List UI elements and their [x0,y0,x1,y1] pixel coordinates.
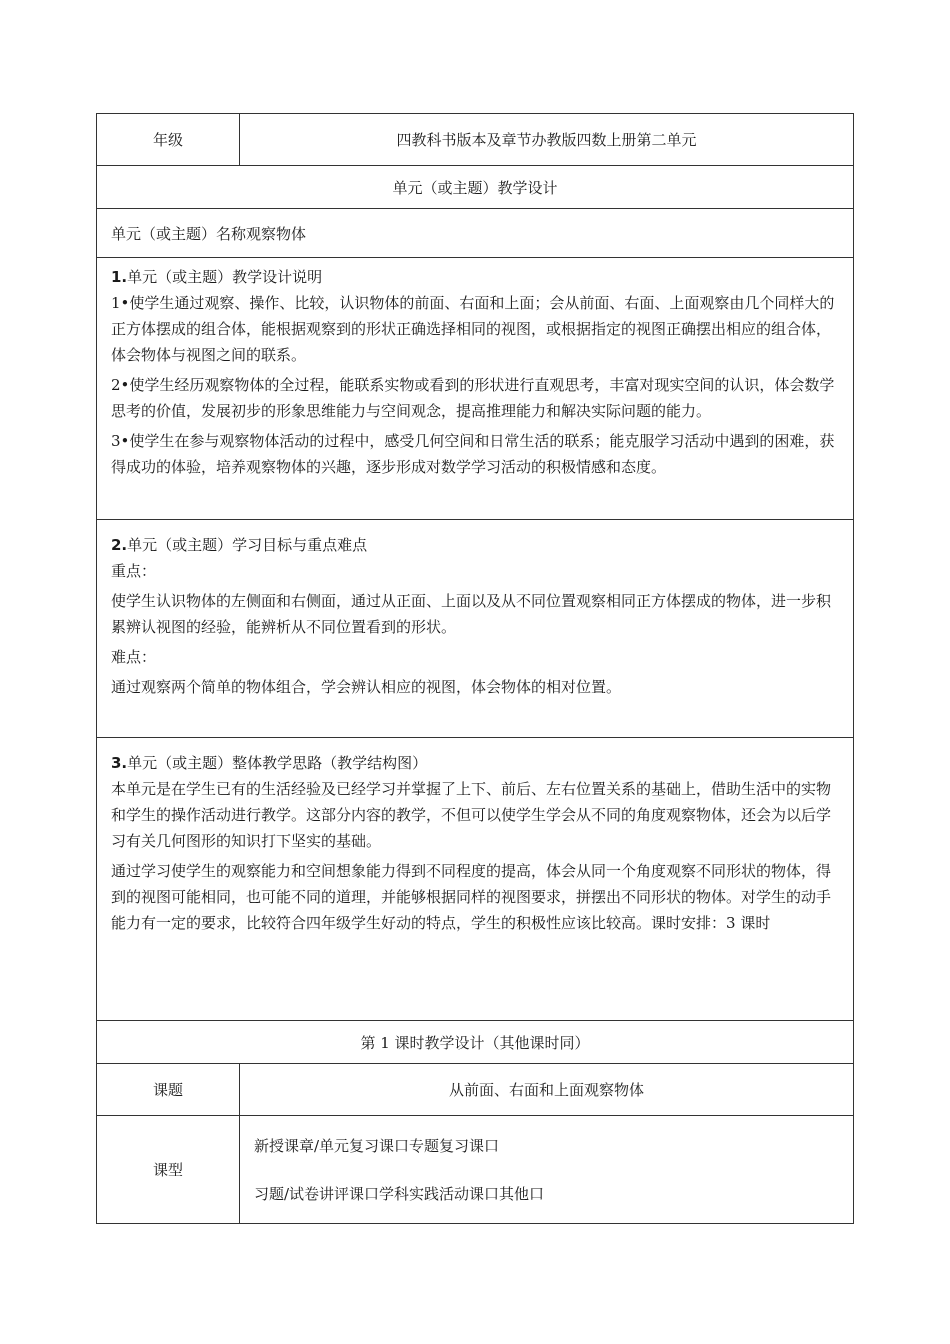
section1-number: 1. [111,268,128,286]
section3-paragraph-1: 本单元是在学生已有的生活经验及已经学习并掌握了上下、前后、左右位置关系的基础上，借助生活中的实物和学生的操作活动进行教学。这部分内容的教学，不但可以使学生学会从不同的角度观察物体，还会为以后学习有关几何图形的知识打下坚实的基础。 [111,780,832,850]
lesson1-title-row [97,1021,854,1064]
key-points-text: 使学生认识物体的左侧面和右侧面，通过从正面、上面以及从不同位置观察相同正方体摆成的物体，进一步积累辨认视图的经验，能辨析从不同位置看到的形状。 [111,592,832,636]
unit-design-title: 单元（或主题）教学设计 [97,166,854,209]
lesson-type-options [240,1116,854,1224]
lesson-type-line-1: 新授课章/单元复习课口专题复习课口 [254,1136,500,1155]
section1-cell [97,258,854,520]
section1-paragraph-1: 1•使学生通过观察、操作、比较，认识物体的前面、右面和上面；会从前面、右面、上面观察由几个同样大的正方体摆成的组合体，能根据观察到的形状正确选择相同的视图，或根据指定的视图正确摆出相应的组合体，体会物体与视图之间的联系。 [111,294,835,364]
lesson-type-label: 课型 [97,1116,240,1224]
difficulty-label: 难点： [111,648,157,666]
lesson-type-line-2: 习题/试卷讲评课口学科实践活动课口其他口 [254,1184,545,1203]
section3-heading [111,750,841,776]
section1-row [97,258,854,520]
topic-row [97,1064,854,1116]
unit-design-title-row [97,166,854,209]
lesson-plan-document [96,113,853,1224]
lesson-plan-table [96,113,854,1224]
grade-row [97,114,854,166]
grade-value: 四教科书版本及章节办教版四数上册第二单元 [240,114,854,166]
section2-cell [97,520,854,738]
section1-title: 单元（或主题）教学设计说明 [127,268,323,286]
unit-name-row [97,209,854,258]
section1-paragraph-3: 3•使学生在参与观察物体活动的过程中，感受几何空间和日常生活的联系；能克服学习活动中遇到的困难，获得成功的体验，培养观察物体的兴趣，逐步形成对数学学习活动的积极情感和态度。 [111,432,835,476]
section3-paragraph-2: 通过学习使学生的观察能力和空间想象能力得到不同程度的提高，体会从同一个角度观察不同形状的物体，得到的视图可能相同，也可能不同的道理，并能够根据同样的视图要求，拼摆出不同形状的物体。对学生的动手能力有一定的要求，比较符合四年级学生好动的特点，学生的积极性应该比较高。课时安排：3 课时 [111,862,832,932]
section2-title: 单元（或主题）学习目标与重点难点 [127,536,368,554]
section2-row [97,520,854,738]
section3-cell [97,738,854,1021]
section2-number: 2. [111,536,128,554]
section2-heading [111,532,841,558]
difficulty-text: 通过观察两个简单的物体组合，学会辨认相应的视图，体会物体的相对位置。 [111,678,622,696]
grade-label: 年级 [97,114,240,166]
unit-name: 单元（或主题）名称观察物体 [97,209,854,258]
section3-row [97,738,854,1021]
lesson-type-row [97,1116,854,1224]
topic-value: 从前面、右面和上面观察物体 [240,1064,854,1116]
lesson1-title: 第 1 课时教学设计（其他课时同） [97,1021,854,1064]
section3-number: 3. [111,754,128,772]
topic-label: 课题 [97,1064,240,1116]
key-points-label: 重点： [111,562,157,580]
section3-title: 单元（或主题）整体教学思路（教学结构图） [127,754,428,772]
section1-paragraph-2: 2•使学生经历观察物体的全过程，能联系实物或看到的形状进行直观思考，丰富对现实空间的认识，体会数学思考的价值，发展初步的形象思维能力与空间观念，提高推理能力和解决实际问题的能力。 [111,376,835,420]
section1-heading [111,264,841,290]
